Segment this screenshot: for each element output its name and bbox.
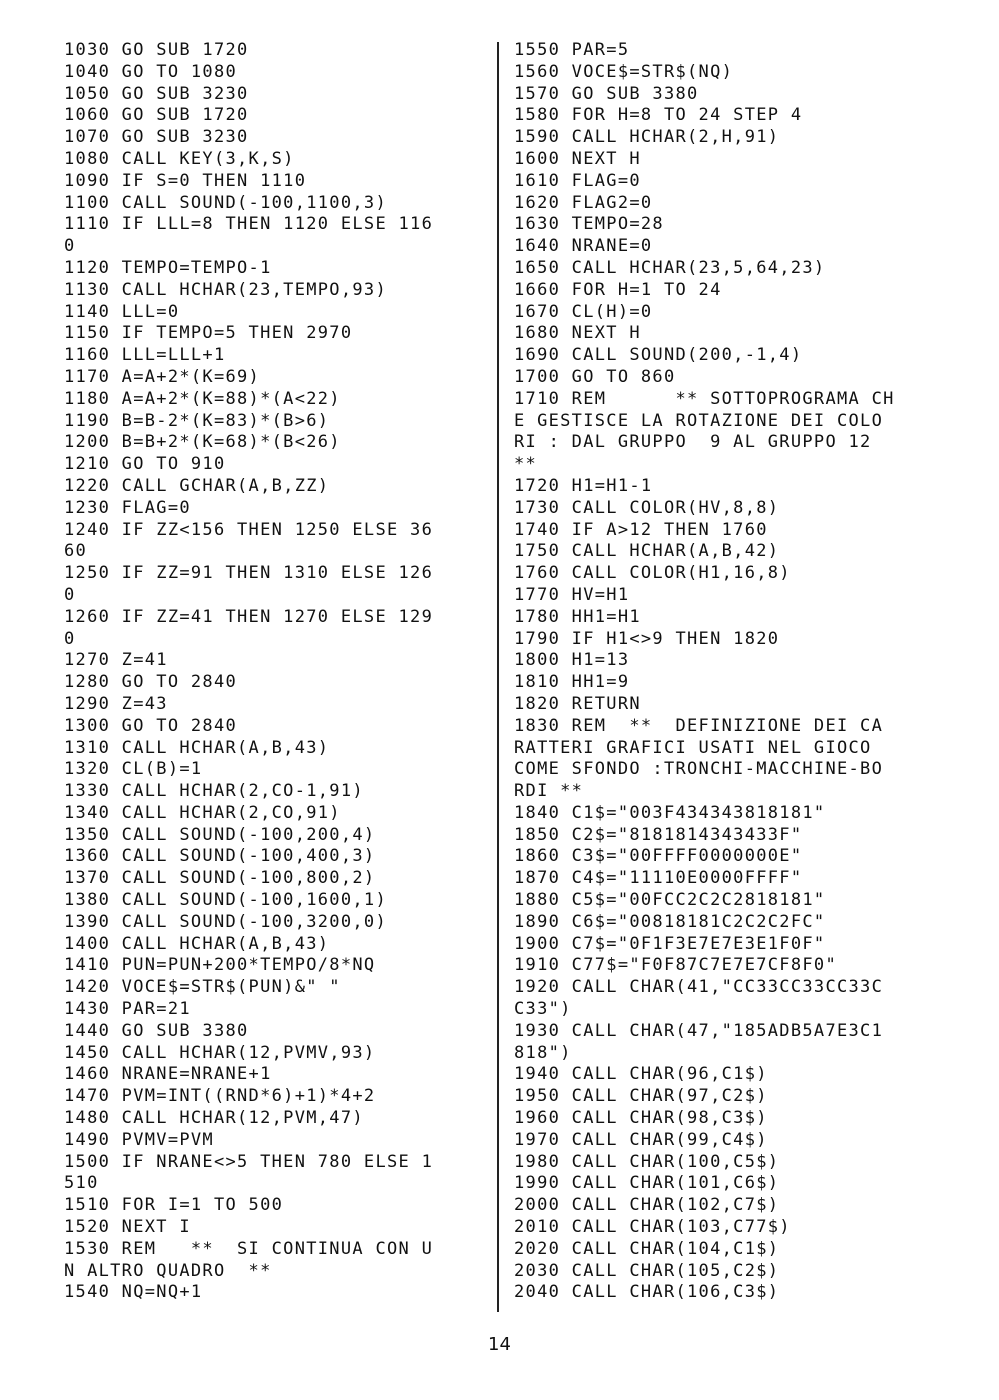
code-line: 1220 CALL GCHAR(A,B,ZZ) bbox=[64, 475, 330, 496]
code-line: 1400 CALL HCHAR(A,B,43) bbox=[64, 933, 330, 954]
code-line: 1350 CALL SOUND(-100,200,4) bbox=[64, 824, 376, 845]
code-line: E GESTISCE LA ROTAZIONE DEI COLO bbox=[514, 410, 884, 431]
code-line: 1240 IF ZZ<156 THEN 1250 ELSE 36 bbox=[64, 519, 434, 540]
code-line: 1390 CALL SOUND(-100,3200,0) bbox=[64, 911, 387, 932]
code-line: 1640 NRANE=0 bbox=[514, 236, 653, 257]
code-line: 1420 VOCE$=STR$(PUN)&" " bbox=[64, 977, 341, 998]
code-line: 1980 CALL CHAR(100,C5$) bbox=[514, 1151, 780, 1172]
code-line: 1840 C1$="003F434343818181" bbox=[514, 802, 826, 823]
code-line: 1060 GO SUB 1720 bbox=[64, 105, 249, 126]
code-line: 1410 PUN=PUN+200*TEMPO/8*NQ bbox=[64, 955, 376, 976]
code-line: 1320 CL(B)=1 bbox=[64, 759, 203, 780]
code-line: 2000 CALL CHAR(102,C7$) bbox=[514, 1195, 780, 1216]
code-line: 1490 PVMV=PVM bbox=[64, 1129, 214, 1150]
code-line: 1150 IF TEMPO=5 THEN 2970 bbox=[64, 323, 353, 344]
code-line: 0 bbox=[64, 584, 76, 605]
code-line: 1700 GO TO 860 bbox=[514, 366, 676, 387]
code-line: 1850 C2$="8181814343433F" bbox=[514, 824, 803, 845]
code-line: 1130 CALL HCHAR(23,TEMPO,93) bbox=[64, 279, 387, 300]
code-line: 1790 IF H1<>9 THEN 1820 bbox=[514, 628, 780, 649]
page-number: 14 bbox=[488, 1334, 511, 1355]
code-line: 1270 Z=41 bbox=[64, 650, 168, 671]
code-line: 1560 VOCE$=STR$(NQ) bbox=[514, 61, 734, 82]
code-line: ** bbox=[514, 454, 538, 475]
code-line: 1200 B=B+2*(K=68)*(B<26) bbox=[64, 432, 341, 453]
code-line: 1770 HV=H1 bbox=[514, 584, 630, 605]
code-column-left bbox=[64, 40, 494, 1304]
code-line: 1750 CALL HCHAR(A,B,42) bbox=[514, 541, 780, 562]
code-line: 1230 FLAG=0 bbox=[64, 497, 191, 518]
code-line: 1600 NEXT H bbox=[514, 148, 641, 169]
code-line: 1070 GO SUB 3230 bbox=[64, 127, 249, 148]
code-line: 1720 H1=H1-1 bbox=[514, 475, 653, 496]
code-line: 1300 GO TO 2840 bbox=[64, 715, 238, 736]
code-line: 1120 TEMPO=TEMPO-1 bbox=[64, 257, 272, 278]
code-line: 1050 GO SUB 3230 bbox=[64, 83, 249, 104]
code-line: 1860 C3$="00FFFF0000000E" bbox=[514, 846, 803, 867]
code-line: 1900 C7$="0F1F3E7E7E3E1F0F" bbox=[514, 933, 826, 954]
code-line: 1470 PVM=INT((RND*6)+1)*4+2 bbox=[64, 1086, 376, 1107]
code-line: 60 bbox=[64, 541, 88, 562]
code-line: 1360 CALL SOUND(-100,400,3) bbox=[64, 846, 376, 867]
code-line: 1920 CALL CHAR(41,"CC33CC33CC33C bbox=[514, 977, 884, 998]
code-line: 2010 CALL CHAR(103,C77$) bbox=[514, 1217, 791, 1238]
code-line: 1330 CALL HCHAR(2,CO-1,91) bbox=[64, 781, 364, 802]
code-line: 1650 CALL HCHAR(23,5,64,23) bbox=[514, 257, 826, 278]
code-line: 1460 NRANE=NRANE+1 bbox=[64, 1064, 272, 1085]
code-line: 1140 LLL=0 bbox=[64, 301, 180, 322]
code-line: 1760 CALL COLOR(H1,16,8) bbox=[514, 563, 791, 584]
code-line: 1780 HH1=H1 bbox=[514, 606, 641, 627]
code-line: 1740 IF A>12 THEN 1760 bbox=[514, 519, 768, 540]
code-line: 0 bbox=[64, 236, 76, 257]
code-line: 1890 C6$="00818181C2C2C2FC" bbox=[514, 911, 826, 932]
code-line: 1160 LLL=LLL+1 bbox=[64, 345, 226, 366]
code-line: 1250 IF ZZ=91 THEN 1310 ELSE 126 bbox=[64, 563, 434, 584]
code-line: 1960 CALL CHAR(98,C3$) bbox=[514, 1108, 768, 1129]
code-line: 1170 A=A+2*(K=69) bbox=[64, 366, 261, 387]
code-line: 1820 RETURN bbox=[514, 693, 641, 714]
code-line: 1280 GO TO 2840 bbox=[64, 672, 238, 693]
code-line: 1970 CALL CHAR(99,C4$) bbox=[514, 1129, 768, 1150]
code-line: 1480 CALL HCHAR(12,PVM,47) bbox=[64, 1108, 364, 1129]
code-line: 1930 CALL CHAR(47,"185ADB5A7E3C1 bbox=[514, 1020, 884, 1041]
code-line: 1950 CALL CHAR(97,C2$) bbox=[514, 1086, 768, 1107]
code-line: 1510 FOR I=1 TO 500 bbox=[64, 1195, 284, 1216]
code-line: RI : DAL GRUPPO 9 AL GRUPPO 12 bbox=[514, 432, 872, 453]
code-line: 1210 GO TO 910 bbox=[64, 454, 226, 475]
code-line: 0 bbox=[64, 628, 76, 649]
code-line: 1290 Z=43 bbox=[64, 693, 168, 714]
code-line: 1180 A=A+2*(K=88)*(A<22) bbox=[64, 388, 341, 409]
code-line: 1880 C5$="00FCC2C2C2818181" bbox=[514, 890, 826, 911]
code-line: 1500 IF NRANE<>5 THEN 780 ELSE 1 bbox=[64, 1151, 434, 1172]
code-line: 1570 GO SUB 3380 bbox=[514, 83, 699, 104]
column-divider bbox=[497, 42, 499, 1312]
code-line: 510 bbox=[64, 1173, 99, 1194]
code-line: 1730 CALL COLOR(HV,8,8) bbox=[514, 497, 780, 518]
code-line: 1590 CALL HCHAR(2,H,91) bbox=[514, 127, 780, 148]
code-line: 1810 HH1=9 bbox=[514, 672, 630, 693]
code-line: 1940 CALL CHAR(96,C1$) bbox=[514, 1064, 768, 1085]
code-line: 818") bbox=[514, 1042, 572, 1063]
code-line: 1610 FLAG=0 bbox=[514, 170, 641, 191]
code-line: RATTERI GRAFICI USATI NEL GIOCO bbox=[514, 737, 872, 758]
code-line: 1660 FOR H=1 TO 24 bbox=[514, 279, 722, 300]
code-line: 1680 NEXT H bbox=[514, 323, 641, 344]
code-line: 1260 IF ZZ=41 THEN 1270 ELSE 129 bbox=[64, 606, 434, 627]
code-line: 1870 C4$="11110E0000FFFF" bbox=[514, 868, 803, 889]
code-line: 1080 CALL KEY(3,K,S) bbox=[64, 148, 295, 169]
code-line: 1370 CALL SOUND(-100,800,2) bbox=[64, 868, 376, 889]
code-line: 2040 CALL CHAR(106,C3$) bbox=[514, 1282, 780, 1303]
code-line: 2020 CALL CHAR(104,C1$) bbox=[514, 1238, 780, 1259]
code-line: 1190 B=B-2*(K=83)*(B>6) bbox=[64, 410, 330, 431]
code-line: 2030 CALL CHAR(105,C2$) bbox=[514, 1260, 780, 1281]
code-line: 1310 CALL HCHAR(A,B,43) bbox=[64, 737, 330, 758]
code-line: 1910 C77$="F0F87C7E7E7CF8F0" bbox=[514, 955, 837, 976]
code-line: 1830 REM ** DEFINIZIONE DEI CA bbox=[514, 715, 884, 736]
code-line: N ALTRO QUADRO ** bbox=[64, 1260, 272, 1281]
code-column-right bbox=[514, 40, 939, 1304]
code-line: 1450 CALL HCHAR(12,PVMV,93) bbox=[64, 1042, 376, 1063]
code-line: C33") bbox=[514, 999, 572, 1020]
code-line: 1710 REM ** SOTTOPROGRAMA CH bbox=[514, 388, 895, 409]
code-line: 1040 GO TO 1080 bbox=[64, 61, 238, 82]
code-line: 1620 FLAG2=0 bbox=[514, 192, 653, 213]
code-line: 1630 TEMPO=28 bbox=[514, 214, 664, 235]
code-line: 1550 PAR=5 bbox=[514, 40, 630, 60]
code-line: 1520 NEXT I bbox=[64, 1217, 191, 1238]
code-line: 1380 CALL SOUND(-100,1600,1) bbox=[64, 890, 387, 911]
code-line: 1090 IF S=0 THEN 1110 bbox=[64, 170, 307, 191]
code-line: 1030 GO SUB 1720 bbox=[64, 40, 249, 60]
code-line: COME SFONDO :TRONCHI-MACCHINE-BO bbox=[514, 759, 884, 780]
code-line: 1990 CALL CHAR(101,C6$) bbox=[514, 1173, 780, 1194]
code-line: 1440 GO SUB 3380 bbox=[64, 1020, 249, 1041]
code-line: 1100 CALL SOUND(-100,1100,3) bbox=[64, 192, 387, 213]
code-line: 1800 H1=13 bbox=[514, 650, 630, 671]
code-line: RDI ** bbox=[514, 781, 584, 802]
code-line: 1690 CALL SOUND(200,-1,4) bbox=[514, 345, 803, 366]
code-line: 1430 PAR=21 bbox=[64, 999, 191, 1020]
code-line: 1530 REM ** SI CONTINUA CON U bbox=[64, 1238, 434, 1259]
code-line: 1580 FOR H=8 TO 24 STEP 4 bbox=[514, 105, 803, 126]
code-line: 1340 CALL HCHAR(2,CO,91) bbox=[64, 802, 341, 823]
code-line: 1110 IF LLL=8 THEN 1120 ELSE 116 bbox=[64, 214, 434, 235]
code-line: 1540 NQ=NQ+1 bbox=[64, 1282, 203, 1303]
code-line: 1670 CL(H)=0 bbox=[514, 301, 653, 322]
